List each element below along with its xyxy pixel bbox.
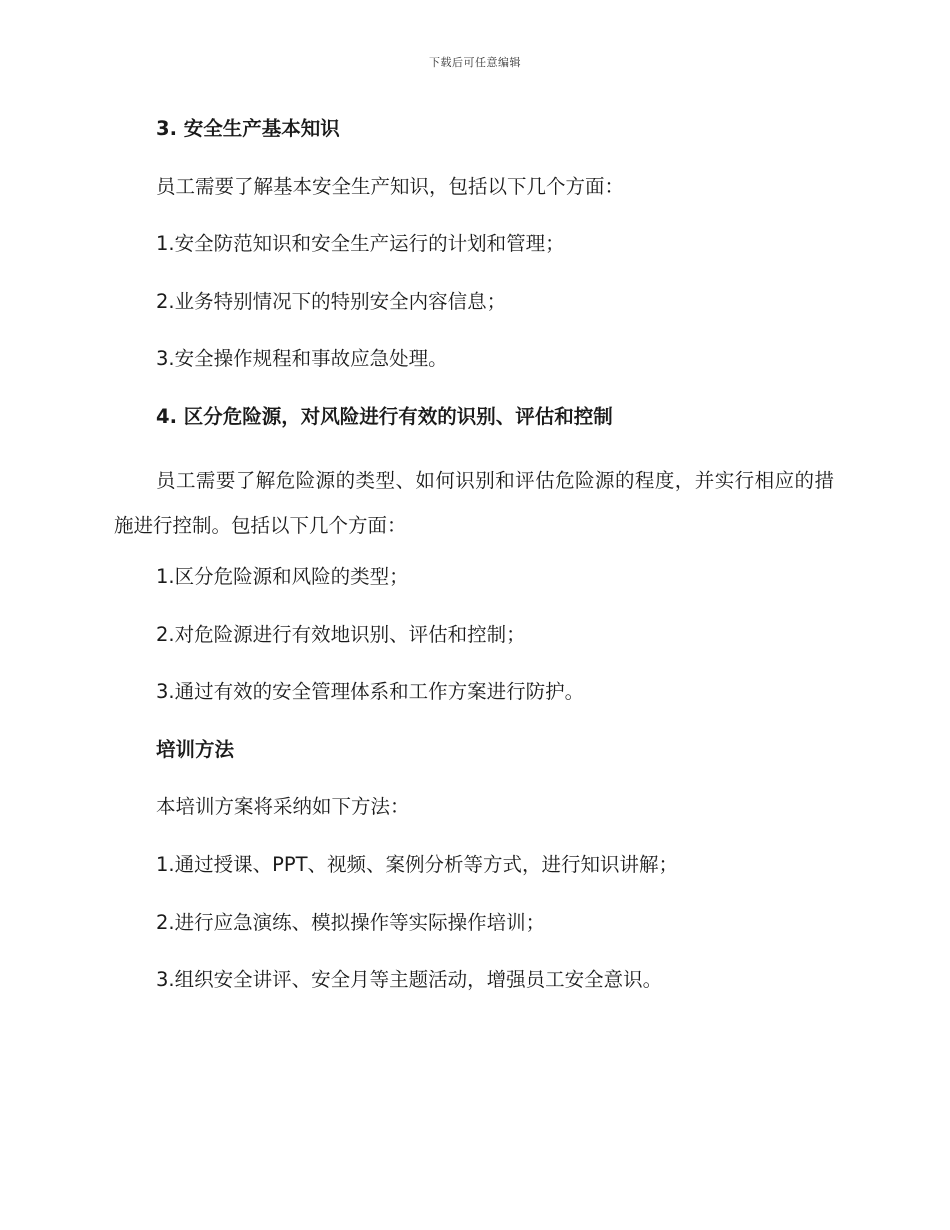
methods-item: 1.通过授课、PPT、视频、案例分析等方式，进行知识讲解；: [156, 853, 679, 877]
section-3-item: 2.业务特别情况下的特别安全内容信息；: [156, 289, 507, 313]
section-4-intro: 员工需要了解危险源的类型、如何识别和评估危险源的程度，并实行相应的措施进行控制。包括以下几个方面：: [114, 468, 834, 537]
section-3-item: 3.安全操作规程和事故应急处理。: [156, 347, 448, 371]
section-3-heading: 3. 安全生产基本知识: [156, 117, 340, 140]
methods-item: 2.进行应急演练、模拟操作等实际操作培训；: [156, 910, 546, 934]
document-body: [114, 112, 834, 1021]
methods-heading: 培训方法: [156, 737, 235, 761]
section-4-heading: 4. 区分危险源，对风险进行有效的识别、评估和控制: [156, 404, 613, 428]
section-4-item: 3.通过有效的安全管理体系和工作方案进行防护。: [156, 680, 585, 704]
methods-item: 3.组织安全讲评、安全月等主题活动，增强员工安全意识。: [156, 968, 663, 992]
methods-intro: 本培训方案将采纳如下方法：: [156, 795, 410, 819]
section-4-item: 2.对危险源进行有效地识别、评估和控制；: [156, 622, 526, 646]
section-3-item: 1.安全防范知识和安全生产运行的计划和管理；: [156, 232, 565, 256]
page-header: 下载后可任意编辑: [429, 56, 521, 69]
section-4-item: 1.区分危险源和风险的类型；: [156, 565, 409, 589]
section-3-intro: 员工需要了解基本安全生产知识，包括以下几个方面：: [156, 174, 625, 198]
